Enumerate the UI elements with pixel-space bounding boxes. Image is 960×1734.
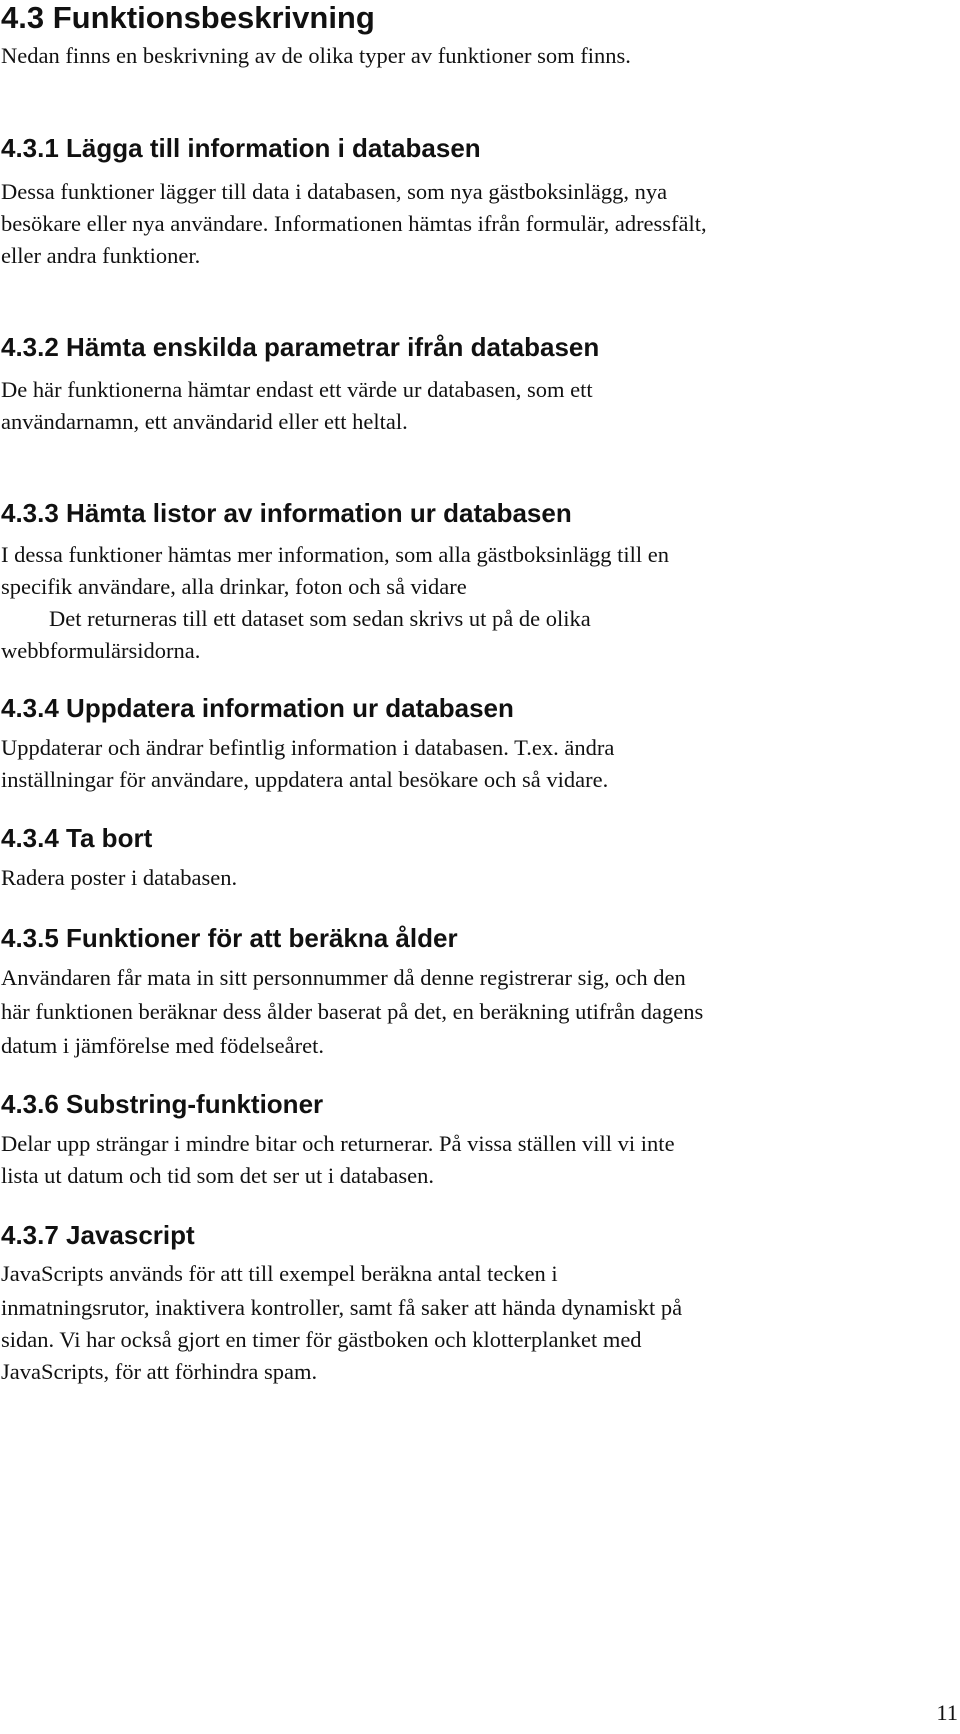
paragraph-line: Användaren får mata in sitt personnummer då denne registrerar sig, och den	[1, 965, 686, 990]
paragraph-line: webbformulärsidorna.	[1, 638, 201, 663]
paragraph-line: här funktionen beräknar dess ålder baserat på det, en beräkning utifrån dagens	[1, 999, 704, 1024]
paragraph-line: Dessa funktioner lägger till data i databasen, som nya gästboksinlägg, nya	[1, 179, 668, 204]
paragraph-line: inmatningsrutor, inaktivera kontroller, samt få saker att hända dynamiskt på	[1, 1295, 683, 1320]
paragraph-line: Det returneras till ett dataset som sedan skrivs ut på de olika	[49, 606, 591, 631]
paragraph-line: I dessa funktioner hämtas mer information, som alla gästboksinlägg till en	[1, 542, 669, 567]
paragraph-line: besökare eller nya användare. Informationen hämtas ifrån formulär, adressfält,	[1, 211, 707, 236]
paragraph-line: sidan. Vi har också gjort en timer för gästboken och klotterplanket med	[1, 1327, 642, 1352]
paragraph-line: Delar upp strängar i mindre bitar och returnerar. På vissa ställen vill vi inte	[1, 1131, 675, 1156]
subsection-heading-4-3-5: 4.3.5 Funktioner för att beräkna ålder	[1, 923, 458, 953]
subsection-heading-4-3-7: 4.3.7 Javascript	[1, 1220, 195, 1250]
paragraph-line: inställningar för användare, uppdatera antal besökare och så vidare.	[1, 767, 609, 792]
paragraph-line: JavaScripts används för att till exempel beräkna antal tecken i	[1, 1261, 558, 1286]
paragraph-line: datum i jämförelse med födelseåret.	[1, 1033, 324, 1058]
paragraph-line: Radera poster i databasen.	[1, 865, 238, 890]
subsection-heading-4-3-6: 4.3.6 Substring-funktioner	[1, 1089, 324, 1119]
paragraph-line: Uppdaterar och ändrar befintlig information i databasen. T.ex. ändra	[1, 735, 615, 760]
subsection-heading-4-3-1: 4.3.1 Lägga till information i databasen	[1, 133, 481, 163]
page-number: 11	[936, 1700, 958, 1725]
section-intro: Nedan finns en beskrivning av de olika typer av funktioner som finns.	[1, 43, 631, 68]
section-title: 4.3 Funktionsbeskrivning	[1, 0, 375, 35]
subsection-heading-4-3-4-delete: 4.3.4 Ta bort	[1, 823, 153, 853]
subsection-heading-4-3-2: 4.3.2 Hämta enskilda parametrar ifrån databasen	[1, 332, 600, 362]
paragraph-line: användarnamn, ett användarid eller ett heltal.	[1, 409, 408, 434]
paragraph-line: lista ut datum och tid som det ser ut i databasen.	[1, 1163, 435, 1188]
paragraph-line: JavaScripts, för att förhindra spam.	[1, 1359, 318, 1384]
subsection-heading-4-3-4-update: 4.3.4 Uppdatera information ur databasen	[1, 693, 514, 723]
paragraph-line: specifik användare, alla drinkar, foton och så vidare	[1, 574, 467, 599]
paragraph-line: De här funktionerna hämtar endast ett värde ur databasen, som ett	[1, 377, 593, 402]
paragraph-line: eller andra funktioner.	[1, 243, 201, 268]
subsection-heading-4-3-3: 4.3.3 Hämta listor av information ur databasen	[1, 498, 572, 528]
